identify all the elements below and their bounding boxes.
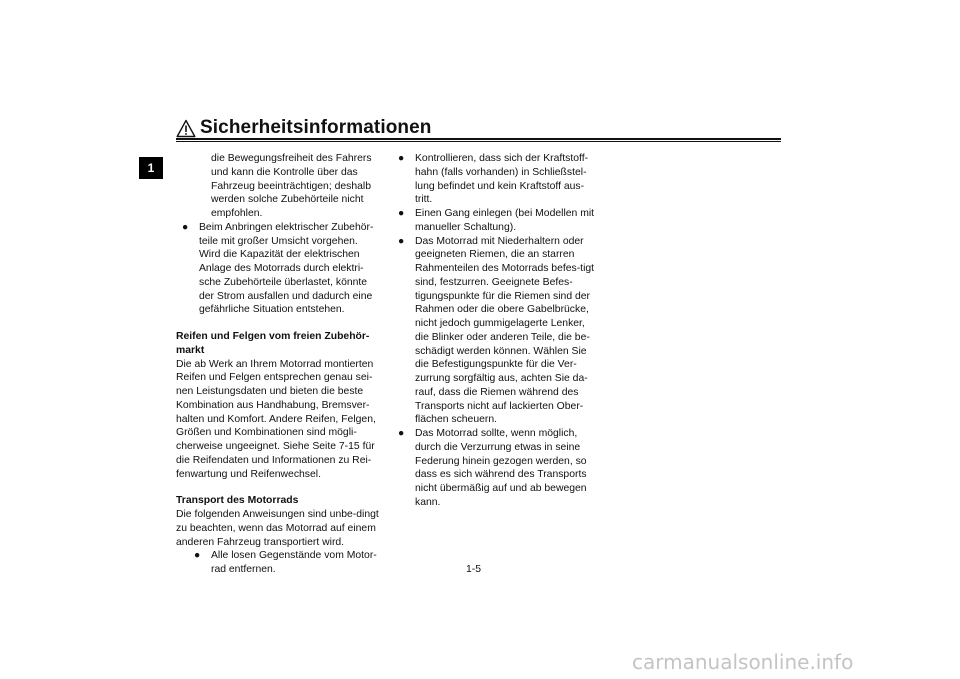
bullet-text: Kontrollieren, dass sich der Kraftstoff-hahn (falls vorhanden) in Schließstel-lung befindet und kein Kraftstoff aus-tritt. bbox=[415, 153, 589, 206]
bullet-text: Das Motorrad sollte, wenn möglich, durch die Verzurrung etwas in seine Federung hinein gezogen werden, so dass es sich während des Transports nicht übermäßig auf und ab bewegen kann. bbox=[415, 428, 587, 508]
bullet-dot: ● bbox=[194, 550, 201, 562]
bullet-fuel-cock bbox=[392, 152, 598, 207]
chapter-tab: 1 bbox=[139, 157, 163, 179]
bullet-dot: ● bbox=[398, 153, 405, 164]
bullet-engage-gear bbox=[392, 207, 598, 235]
page-header bbox=[176, 117, 432, 139]
bullet-dot: ● bbox=[398, 428, 405, 439]
bullet-suspension bbox=[392, 427, 598, 510]
bullet-text: Das Motorrad mit Niederhaltern oder geeigneten Riemen, die an starren Rahmenteilen des Motorrads befes-tigt sind, festzurren. Geeignete Befes-tigungspunkte für die Riemen sind der Rahmen oder die obere Gabelbrücke, nicht jedoch gummigelagerte Lenker, die Blinker oder anderen Teile, die be-schädigt werden können. Wählen Sie die Befestigungspunkte für die Ver-zurrung sorgfältig aus, achten Sie da-rauf, dass die Riemen während des Transports nicht auf lackierten Ober-flächen scheuern. bbox=[415, 235, 595, 426]
right-column bbox=[392, 152, 598, 510]
bullet-dot: ● bbox=[398, 235, 405, 247]
bullet-dot: ● bbox=[398, 208, 405, 219]
bullet-electrical-accessories bbox=[176, 221, 382, 317]
heading-aftermarket-tires: Reifen und Felgen vom freien Zubehör-markt bbox=[176, 331, 370, 356]
page-title: Sicherheitsinformationen bbox=[200, 117, 432, 138]
bullet-dot: ● bbox=[182, 221, 189, 233]
bullet-text: Alle losen Gegenstände vom Motor-rad entfernen. bbox=[211, 550, 377, 575]
left-column bbox=[176, 152, 382, 577]
bullet-text: Beim Anbringen elektrischer Zubehör-teile mit großer Umsicht vorgehen. Wird die Kapazität der elektrischen Anlage des Motorrads durch elektri-sche Zubehörteile überlastet, könnte der Strom ausfallen und dadurch eine gefährliche Situation entstehen. bbox=[199, 221, 374, 316]
header-rule bbox=[176, 138, 781, 140]
bullet-tie-down bbox=[392, 235, 598, 428]
heading-transport: Transport des Motorrads bbox=[176, 495, 299, 507]
paragraph-transport: Die folgenden Anweisungen sind unbe-dingt zu beachten, wenn das Motorrad auf einem anderen Fahrzeug transportiert wird. bbox=[176, 509, 379, 548]
intro-continuation: die Bewegungsfreiheit des Fahrers und kann die Kontrolle über das Fahrzeug beeinträchtigen; deshalb werden solche Zubehörteile nicht empfohlen. bbox=[211, 153, 372, 219]
header-rule-thin bbox=[176, 141, 781, 142]
bullet-text: Einen Gang einlegen (bei Modellen mit manueller Schaltung). bbox=[415, 208, 595, 233]
page-number: 1-5 bbox=[466, 564, 482, 575]
paragraph-tires: Die ab Werk an Ihrem Motorrad montierten Reifen und Felgen entsprechen genau sei-nen Leistungsdaten und bieten die beste Kombination aus Handhabung, Bremsver-halten und Komfort. Andere Reifen, Felgen, Größen und Kombinationen sind mögli-cherweise ungeeignet. Siehe Seite 7-15 für die Reifendaten und Informationen zu Rei-fenwartung und Reifenwechsel. bbox=[176, 358, 376, 480]
watermark: carmanualsonline.info bbox=[632, 650, 854, 674]
bullet-remove-loose-items bbox=[188, 549, 382, 577]
warning-triangle-icon bbox=[176, 119, 196, 138]
